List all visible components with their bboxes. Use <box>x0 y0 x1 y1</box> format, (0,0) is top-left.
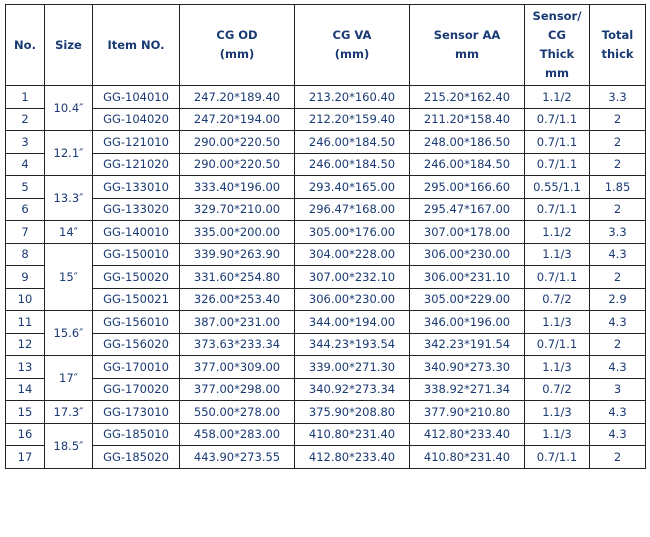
sensor-aa-cell: 340.90*273.30 <box>410 356 525 379</box>
row-no-cell: 6 <box>6 198 45 221</box>
cg-va-cell: 212.20*159.40 <box>295 108 410 131</box>
header-row <box>6 5 646 86</box>
cg-va-cell: 412.80*233.40 <box>295 446 410 469</box>
cg-va-cell: 305.00*176.00 <box>295 221 410 244</box>
total-thick-cell: 1.85 <box>590 176 646 199</box>
row-no-cell: 16 <box>6 423 45 446</box>
total-thick-cell: 4.3 <box>590 356 646 379</box>
cg-od-cell: 377.00*309.00 <box>180 356 295 379</box>
size-cell: 18.5″ <box>45 423 93 468</box>
cg-od-cell: 247.20*189.40 <box>180 86 295 109</box>
header-sensor-aa: Sensor AA mm <box>410 5 525 86</box>
thick-cell: 1.1/3 <box>525 423 590 446</box>
item-no-cell: GG-104010 <box>93 86 180 109</box>
thick-cell: 1.1/3 <box>525 243 590 266</box>
cg-od-cell: 247.20*194.00 <box>180 108 295 131</box>
size-cell: 17″ <box>45 356 93 401</box>
thick-cell: 0.7/1.1 <box>525 446 590 469</box>
cg-va-cell: 410.80*231.40 <box>295 423 410 446</box>
cg-va-cell: 307.00*232.10 <box>295 266 410 289</box>
item-no-cell: GG-170020 <box>93 378 180 401</box>
cg-od-cell: 550.00*278.00 <box>180 401 295 424</box>
item-no-cell: GG-121020 <box>93 153 180 176</box>
cg-od-cell: 331.60*254.80 <box>180 266 295 289</box>
thick-cell: 0.7/2 <box>525 378 590 401</box>
sensor-aa-cell: 306.00*230.00 <box>410 243 525 266</box>
item-no-cell: GG-185020 <box>93 446 180 469</box>
total-thick-cell: 4.3 <box>590 311 646 334</box>
thick-cell: 1.1/2 <box>525 86 590 109</box>
size-cell: 12.1″ <box>45 131 93 176</box>
thick-cell: 0.55/1.1 <box>525 176 590 199</box>
sensor-aa-cell: 246.00*184.50 <box>410 153 525 176</box>
cg-va-cell: 296.47*168.00 <box>295 198 410 221</box>
cg-va-cell: 340.92*273.34 <box>295 378 410 401</box>
table-row <box>6 198 646 221</box>
sensor-aa-cell: 338.92*271.34 <box>410 378 525 401</box>
row-no-cell: 5 <box>6 176 45 199</box>
thick-cell: 0.7/2 <box>525 288 590 311</box>
thick-cell: 0.7/1.1 <box>525 198 590 221</box>
row-no-cell: 3 <box>6 131 45 154</box>
row-no-cell: 2 <box>6 108 45 131</box>
table-row <box>6 108 646 131</box>
cg-od-cell: 329.70*210.00 <box>180 198 295 221</box>
table-row <box>6 221 646 244</box>
thick-cell: 1.1/3 <box>525 311 590 334</box>
table-row <box>6 243 646 266</box>
total-thick-cell: 3.3 <box>590 86 646 109</box>
item-no-cell: GG-150020 <box>93 266 180 289</box>
cg-od-cell: 290.00*220.50 <box>180 131 295 154</box>
item-no-cell: GG-104020 <box>93 108 180 131</box>
table-row <box>6 131 646 154</box>
table-row <box>6 266 646 289</box>
item-no-cell: GG-150021 <box>93 288 180 311</box>
table-row <box>6 401 646 424</box>
thick-cell: 0.7/1.1 <box>525 108 590 131</box>
total-thick-cell: 3 <box>590 378 646 401</box>
item-no-cell: GG-133020 <box>93 198 180 221</box>
cg-va-cell: 344.00*194.00 <box>295 311 410 334</box>
cg-od-cell: 290.00*220.50 <box>180 153 295 176</box>
cg-va-cell: 339.00*271.30 <box>295 356 410 379</box>
total-thick-cell: 2 <box>590 108 646 131</box>
cg-va-cell: 246.00*184.50 <box>295 131 410 154</box>
specs-table <box>5 4 646 469</box>
table-body <box>6 86 646 469</box>
item-no-cell: GG-156020 <box>93 333 180 356</box>
header-item-no: Item NO. <box>93 5 180 86</box>
item-no-cell: GG-173010 <box>93 401 180 424</box>
cg-od-cell: 339.90*263.90 <box>180 243 295 266</box>
row-no-cell: 9 <box>6 266 45 289</box>
row-no-cell: 13 <box>6 356 45 379</box>
cg-od-cell: 458.00*283.00 <box>180 423 295 446</box>
row-no-cell: 7 <box>6 221 45 244</box>
header-cg-va: CG VA (mm) <box>295 5 410 86</box>
total-thick-cell: 4.3 <box>590 423 646 446</box>
thick-cell: 0.7/1.1 <box>525 333 590 356</box>
sensor-aa-cell: 342.23*191.54 <box>410 333 525 356</box>
item-no-cell: GG-170010 <box>93 356 180 379</box>
cg-od-cell: 387.00*231.00 <box>180 311 295 334</box>
total-thick-cell: 2 <box>590 153 646 176</box>
row-no-cell: 12 <box>6 333 45 356</box>
total-thick-cell: 3.3 <box>590 221 646 244</box>
size-cell: 10.4″ <box>45 86 93 131</box>
sensor-aa-cell: 215.20*162.40 <box>410 86 525 109</box>
cg-va-cell: 304.00*228.00 <box>295 243 410 266</box>
table-row <box>6 288 646 311</box>
thick-cell: 0.7/1.1 <box>525 131 590 154</box>
sensor-aa-cell: 307.00*178.00 <box>410 221 525 244</box>
cg-va-cell: 213.20*160.40 <box>295 86 410 109</box>
sensor-aa-cell: 211.20*158.40 <box>410 108 525 131</box>
total-thick-cell: 2 <box>590 198 646 221</box>
item-no-cell: GG-121010 <box>93 131 180 154</box>
sensor-aa-cell: 412.80*233.40 <box>410 423 525 446</box>
thick-cell: 0.7/1.1 <box>525 153 590 176</box>
table-row <box>6 378 646 401</box>
header-total-thick: Total thick <box>590 5 646 86</box>
size-cell: 13.3″ <box>45 176 93 221</box>
size-cell: 17.3″ <box>45 401 93 424</box>
item-no-cell: GG-156010 <box>93 311 180 334</box>
header-no: No. <box>6 5 45 86</box>
total-thick-cell: 2 <box>590 333 646 356</box>
cg-od-cell: 326.00*253.40 <box>180 288 295 311</box>
sensor-aa-cell: 306.00*231.10 <box>410 266 525 289</box>
total-thick-cell: 2.9 <box>590 288 646 311</box>
size-cell: 14″ <box>45 221 93 244</box>
header-cg-od: CG OD (mm) <box>180 5 295 86</box>
size-cell: 15″ <box>45 243 93 311</box>
row-no-cell: 15 <box>6 401 45 424</box>
table-row <box>6 356 646 379</box>
item-no-cell: GG-185010 <box>93 423 180 446</box>
table-row <box>6 176 646 199</box>
table-row <box>6 423 646 446</box>
cg-od-cell: 377.00*298.00 <box>180 378 295 401</box>
total-thick-cell: 4.3 <box>590 401 646 424</box>
total-thick-cell: 2 <box>590 446 646 469</box>
header-thick: Sensor/ CG Thick mm <box>525 5 590 86</box>
table-row <box>6 446 646 469</box>
size-cell: 15.6″ <box>45 311 93 356</box>
cg-va-cell: 293.40*165.00 <box>295 176 410 199</box>
table-row <box>6 311 646 334</box>
thick-cell: 1.1/2 <box>525 221 590 244</box>
cg-od-cell: 443.90*273.55 <box>180 446 295 469</box>
sensor-aa-cell: 410.80*231.40 <box>410 446 525 469</box>
item-no-cell: GG-140010 <box>93 221 180 244</box>
thick-cell: 1.1/3 <box>525 356 590 379</box>
sensor-aa-cell: 295.47*167.00 <box>410 198 525 221</box>
thick-cell: 0.7/1.1 <box>525 266 590 289</box>
cg-va-cell: 306.00*230.00 <box>295 288 410 311</box>
cg-od-cell: 333.40*196.00 <box>180 176 295 199</box>
row-no-cell: 8 <box>6 243 45 266</box>
row-no-cell: 10 <box>6 288 45 311</box>
cg-va-cell: 246.00*184.50 <box>295 153 410 176</box>
total-thick-cell: 2 <box>590 266 646 289</box>
item-no-cell: GG-150010 <box>93 243 180 266</box>
cg-od-cell: 373.63*233.34 <box>180 333 295 356</box>
table-row <box>6 333 646 356</box>
table-row <box>6 86 646 109</box>
header-size: Size <box>45 5 93 86</box>
sensor-aa-cell: 295.00*166.60 <box>410 176 525 199</box>
row-no-cell: 14 <box>6 378 45 401</box>
sensor-aa-cell: 248.00*186.50 <box>410 131 525 154</box>
sensor-aa-cell: 346.00*196.00 <box>410 311 525 334</box>
cg-od-cell: 335.00*200.00 <box>180 221 295 244</box>
sensor-aa-cell: 377.90*210.80 <box>410 401 525 424</box>
sensor-aa-cell: 305.00*229.00 <box>410 288 525 311</box>
thick-cell: 1.1/3 <box>525 401 590 424</box>
row-no-cell: 11 <box>6 311 45 334</box>
cg-va-cell: 375.90*208.80 <box>295 401 410 424</box>
total-thick-cell: 4.3 <box>590 243 646 266</box>
table-row <box>6 153 646 176</box>
total-thick-cell: 2 <box>590 131 646 154</box>
row-no-cell: 1 <box>6 86 45 109</box>
item-no-cell: GG-133010 <box>93 176 180 199</box>
row-no-cell: 4 <box>6 153 45 176</box>
cg-va-cell: 344.23*193.54 <box>295 333 410 356</box>
row-no-cell: 17 <box>6 446 45 469</box>
